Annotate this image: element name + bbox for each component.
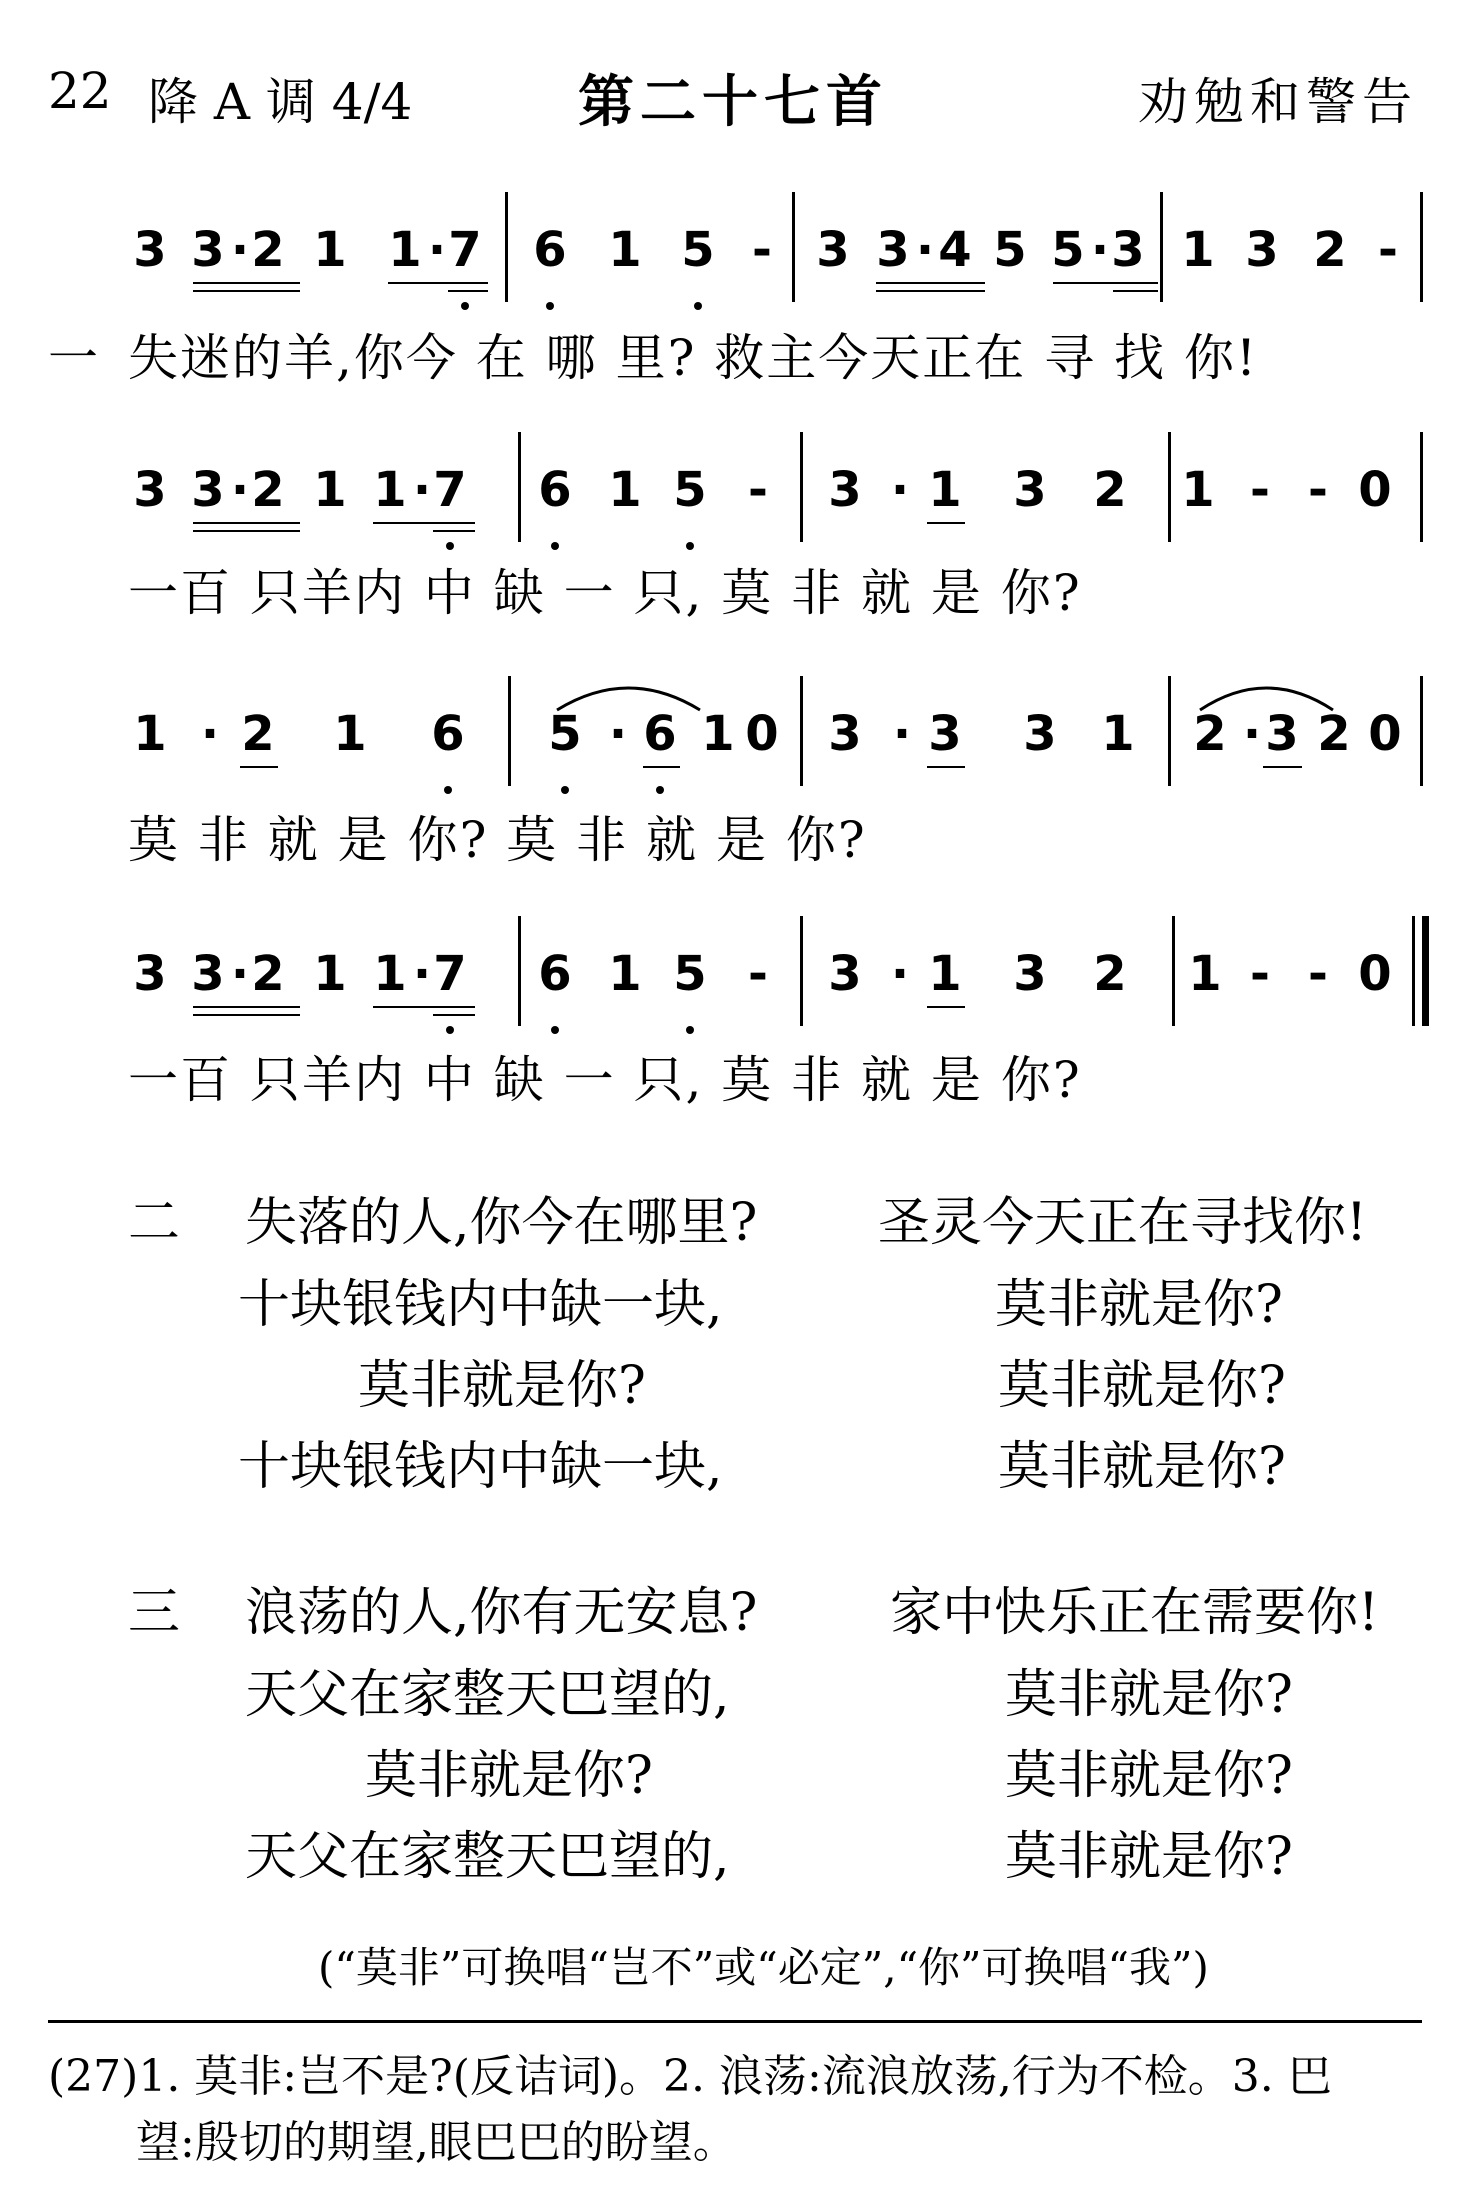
note-digit: 1	[313, 946, 347, 1002]
note-digit: 1	[373, 462, 407, 518]
note-digit: 3	[133, 946, 167, 1002]
note-digit: 3	[828, 706, 862, 762]
substitution-note: (“莫非”可换唱“岂不”或“必定”,“你”可换唱“我”)	[318, 1943, 1209, 1992]
note-digit: -	[752, 222, 772, 278]
note-digit: 3	[133, 462, 167, 518]
note-digit: 3	[191, 462, 225, 518]
verse-number-one: 一	[48, 329, 98, 387]
beam-underline	[927, 522, 965, 524]
note-digit: 5	[681, 222, 715, 278]
bar-line	[1420, 432, 1423, 542]
note-digit: 3	[1013, 946, 1047, 1002]
bar-line	[1420, 192, 1423, 302]
beam-underline	[876, 282, 985, 284]
note-digit: 0	[1358, 462, 1392, 518]
note-digit: 5	[993, 222, 1027, 278]
note-digit: 1	[608, 462, 642, 518]
note-digit: 1	[313, 462, 347, 518]
beam-underline	[193, 290, 300, 292]
bar-line	[800, 916, 803, 1026]
note-digit: 5	[673, 946, 707, 1002]
footnote-divider	[48, 2020, 1422, 2023]
note-digit: 2	[1193, 706, 1227, 762]
beam-underline	[388, 282, 488, 284]
note-digit: 1	[928, 462, 962, 518]
beam-underline	[927, 1006, 965, 1008]
note-digit: 6	[431, 706, 465, 762]
bar-line	[800, 676, 803, 786]
note-digit: 2	[241, 706, 275, 762]
verse2-line2-right: 莫非就是你?	[995, 1275, 1283, 1335]
note-digit: 3	[191, 946, 225, 1002]
note-digit: 2	[1313, 222, 1347, 278]
verse2-line1-left: 失落的人,你今在哪里?	[245, 1193, 758, 1253]
note-digit: 3	[191, 222, 225, 278]
note-digit: ·	[890, 946, 910, 1002]
key-signature: 降 A 调 4/4	[148, 73, 413, 131]
note-digit: 1	[373, 946, 407, 1002]
note-digit: ·	[200, 706, 220, 762]
beam-underline	[193, 522, 300, 524]
bar-line	[518, 432, 521, 542]
note-digit: 7	[448, 222, 482, 278]
note-digit: 1	[313, 222, 347, 278]
note-digit: 1	[701, 706, 735, 762]
beam-underline	[1263, 766, 1302, 768]
bar-line	[1420, 676, 1423, 786]
note-digit: -	[1378, 222, 1398, 278]
note-digit: ·	[608, 706, 628, 762]
verse2-line3-right: 莫非就是你?	[998, 1356, 1286, 1416]
low-octave-dot	[444, 786, 452, 794]
low-octave-dot	[551, 542, 559, 550]
note-digit: 3	[1265, 706, 1299, 762]
note-digit: 1	[1181, 462, 1215, 518]
note-digit: 1	[608, 222, 642, 278]
note-digit: 3	[1013, 462, 1047, 518]
verse3-line3-left: 莫非就是你?	[365, 1746, 653, 1806]
note-digit: -	[1308, 946, 1328, 1002]
note-digit: 6	[538, 946, 572, 1002]
bar-line	[508, 676, 511, 786]
beam-underline	[240, 766, 278, 768]
beam-underline	[1113, 290, 1158, 292]
note-digit: 6	[643, 706, 677, 762]
beam-underline	[448, 290, 488, 292]
note-digit: -	[1250, 462, 1270, 518]
beam-underline	[373, 1006, 475, 1008]
lyrics-row-1: 失迷的羊,你今 在 哪 里? 救主今天正在 寻 找 你!	[128, 329, 1259, 387]
note-digit: ·	[892, 706, 912, 762]
note-digit: 1	[928, 946, 962, 1002]
verse3-line1-left: 浪荡的人,你有无安息?	[245, 1583, 758, 1643]
note-digit: 1	[608, 946, 642, 1002]
note-digit: 1	[1188, 946, 1222, 1002]
bar-line	[1168, 432, 1171, 542]
note-digit: ·	[1242, 706, 1262, 762]
note-digit: 5	[1051, 222, 1085, 278]
verse3-line3-right: 莫非就是你?	[1005, 1746, 1293, 1806]
beam-underline	[927, 766, 965, 768]
note-digit: 2	[1317, 706, 1351, 762]
note-digit: 3	[828, 462, 862, 518]
low-octave-dot	[694, 302, 702, 310]
note-digit: -	[748, 462, 768, 518]
beam-underline	[1053, 282, 1158, 284]
note-digit: 3	[928, 706, 962, 762]
verse3-line2-right: 莫非就是你?	[1005, 1665, 1293, 1725]
note-digit: 1	[388, 222, 422, 278]
note-digit: 5	[673, 462, 707, 518]
bar-line	[1168, 676, 1171, 786]
note-digit: 1	[1181, 222, 1215, 278]
note-digit: 1	[133, 706, 167, 762]
verse2-line4-right: 莫非就是你?	[998, 1437, 1286, 1497]
verse2-line1-right: 圣灵今天正在寻找你!	[878, 1193, 1367, 1253]
bar-line	[505, 192, 508, 302]
note-digit: -	[748, 946, 768, 1002]
low-octave-dot	[461, 302, 469, 310]
bar-line	[1160, 192, 1163, 302]
note-digit: 3	[1245, 222, 1279, 278]
lyrics-row-2: 一百 只羊内 中 缺 一 只, 莫 非 就 是 你?	[128, 564, 1082, 622]
final-bar-thin	[1412, 916, 1415, 1026]
category-label: 劝勉和警告	[1138, 73, 1418, 131]
bar-line	[792, 192, 795, 302]
note-digit: 3	[816, 222, 850, 278]
beam-underline	[643, 766, 680, 768]
note-digit: 3	[1023, 706, 1057, 762]
footnote-line-2: 望:殷切的期望,眼巴巴的盼望。	[136, 2117, 737, 2168]
verse-number-three: 三	[128, 1583, 181, 1643]
note-digit: ·	[230, 946, 250, 1002]
note-digit: ·	[1090, 222, 1110, 278]
note-digit: 2	[251, 222, 285, 278]
beam-underline	[373, 522, 475, 524]
verse2-line3-left: 莫非就是你?	[358, 1356, 646, 1416]
beam-underline	[193, 530, 300, 532]
verse3-line4-left: 天父在家整天巴望的,	[245, 1827, 730, 1887]
hymn-title: 第二十七首	[578, 69, 888, 135]
note-digit: ·	[230, 462, 250, 518]
note-digit: 2	[1093, 946, 1127, 1002]
note-digit: 0	[1368, 706, 1402, 762]
note-digit: 6	[533, 222, 567, 278]
page-number: 22	[48, 62, 112, 120]
note-digit: 3	[1111, 222, 1145, 278]
low-octave-dot	[686, 1026, 694, 1034]
note-digit: 3	[876, 222, 910, 278]
note-digit: 7	[433, 946, 467, 1002]
note-digit: -	[1250, 946, 1270, 1002]
note-digit: 1	[1101, 706, 1135, 762]
note-digit: 3	[828, 946, 862, 1002]
beam-underline	[193, 1014, 300, 1016]
beam-underline	[193, 1006, 300, 1008]
note-digit: 1	[333, 706, 367, 762]
note-digit: ·	[890, 462, 910, 518]
bar-line	[1172, 916, 1175, 1026]
lyrics-row-4: 一百 只羊内 中 缺 一 只, 莫 非 就 是 你?	[128, 1051, 1082, 1109]
note-digit: ·	[412, 946, 432, 1002]
note-digit: -	[1308, 462, 1328, 518]
lyrics-row-3: 莫 非 就 是 你? 莫 非 就 是 你?	[128, 811, 867, 869]
note-digit: 7	[433, 462, 467, 518]
final-bar-thick	[1422, 916, 1429, 1026]
low-octave-dot	[551, 1026, 559, 1034]
low-octave-dot	[686, 542, 694, 550]
bar-line	[800, 432, 803, 542]
verse3-line1-right: 家中快乐正在需要你!	[890, 1583, 1379, 1643]
slur-arc	[1198, 674, 1335, 714]
beam-underline	[876, 290, 985, 292]
note-digit: 3	[133, 222, 167, 278]
note-digit: 2	[251, 462, 285, 518]
note-digit: ·	[915, 222, 935, 278]
low-octave-dot	[656, 786, 664, 794]
note-digit: 6	[538, 462, 572, 518]
verse3-line2-left: 天父在家整天巴望的,	[245, 1665, 730, 1725]
note-digit: 4	[938, 222, 972, 278]
note-digit: ·	[427, 222, 447, 278]
note-digit: 2	[251, 946, 285, 1002]
note-digit: ·	[412, 462, 432, 518]
footnote-line-1: (27)1. 莫非:岂不是?(反诘词)。2. 浪荡:流浪放荡,行为不检。3. 巴	[48, 2051, 1332, 2102]
verse2-line4-left: 十块银钱内中缺一块,	[238, 1437, 723, 1497]
slur-arc	[555, 674, 702, 714]
verse3-line4-right: 莫非就是你?	[1005, 1827, 1293, 1887]
note-digit: 2	[1093, 462, 1127, 518]
low-octave-dot	[546, 302, 554, 310]
verse2-line2-left: 十块银钱内中缺一块,	[238, 1275, 723, 1335]
note-digit: 5	[548, 706, 582, 762]
low-octave-dot	[561, 786, 569, 794]
verse-number-two: 二	[128, 1193, 181, 1253]
low-octave-dot	[446, 1026, 454, 1034]
low-octave-dot	[446, 542, 454, 550]
note-digit: 0	[745, 706, 779, 762]
beam-underline	[433, 1014, 475, 1016]
note-digit: 0	[1358, 946, 1392, 1002]
bar-line	[518, 916, 521, 1026]
beam-underline	[193, 282, 300, 284]
note-digit: ·	[230, 222, 250, 278]
beam-underline	[433, 530, 475, 532]
